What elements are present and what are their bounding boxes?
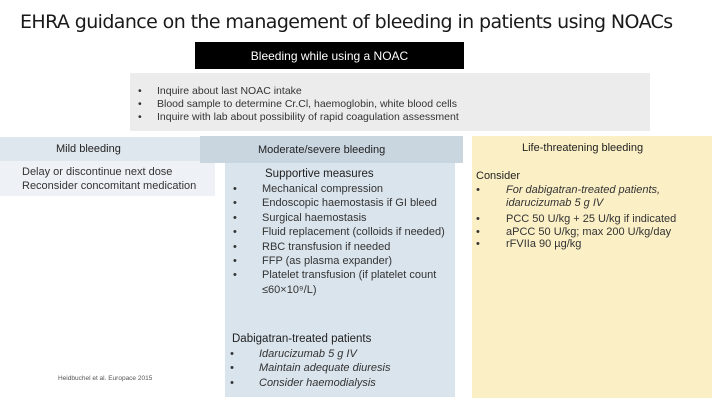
list-item: • rFVIIa 90 µg/kg (476, 238, 708, 251)
list-item: • Inquire about last NOAC intake (138, 85, 459, 98)
list-item: • Mechanical compression (233, 182, 453, 196)
list-item: • Endoscopic haemostasis if GI bleed (233, 196, 453, 210)
list-item: • PCC 50 U/kg + 25 U/kg if indicated (476, 213, 708, 226)
life-threatening-box (472, 136, 712, 398)
citation: Heidbuchel et al. Europace 2015 (58, 375, 153, 382)
list-item: • RBC transfusion if needed (233, 240, 453, 254)
list-item: • For dabigatran-treated patients, idarucizumab 5 g IV (476, 184, 708, 209)
consider-label: Consider (476, 170, 521, 182)
slide-title: EHRA guidance on the management of bleeding in patients using NOACs (20, 11, 673, 33)
list-item: • Platelet transfusion (if platelet count ≤60×10⁹/L) (233, 268, 453, 297)
supportive-measures-title: Supportive measures (265, 168, 374, 180)
mild-line: Reconsider concomitant medication (22, 179, 197, 192)
moderate-bleeding-heading: Moderate/severe bleeding (258, 143, 386, 156)
mild-bleeding-header (0, 137, 215, 161)
mild-bleeding-heading: Mild bleeding (56, 143, 121, 155)
dabigatran-title: Dabigatran-treated patients (232, 333, 372, 345)
list-item: • Idarucizumab 5 g IV (230, 347, 450, 361)
list-item: • Maintain adequate diuresis (230, 361, 450, 375)
list-item: • Inquire with lab about possibility of rapid coagulation assessment (138, 111, 459, 124)
bleeding-header-label: Bleeding while using a NOAC (250, 48, 409, 63)
list-item: • FFP (as plasma expander) (233, 254, 453, 268)
moderate-bleeding-header (200, 136, 463, 163)
bleeding-header-box (195, 42, 464, 69)
list-item: • Blood sample to determine Cr.Cl, haemoglobin, white blood cells (138, 98, 459, 111)
mild-line: Delay or discontinue next dose (22, 166, 173, 178)
moderate-bleeding-body (225, 163, 455, 397)
list-item: • Surgical haemostasis (233, 211, 453, 225)
life-threatening-list (476, 184, 708, 251)
initial-steps-box (130, 73, 650, 131)
supportive-measures-list (233, 182, 453, 297)
life-threatening-heading: Life-threatening bleeding (522, 142, 644, 154)
list-item: • Consider haemodialysis (230, 376, 450, 390)
initial-steps-list (138, 85, 459, 124)
list-item: • aPCC 50 U/kg; max 200 U/kg/day (476, 226, 708, 239)
dabigatran-list (230, 347, 450, 390)
mild-bleeding-body (0, 161, 215, 196)
list-item: • Fluid replacement (colloids if needed) (233, 225, 453, 239)
